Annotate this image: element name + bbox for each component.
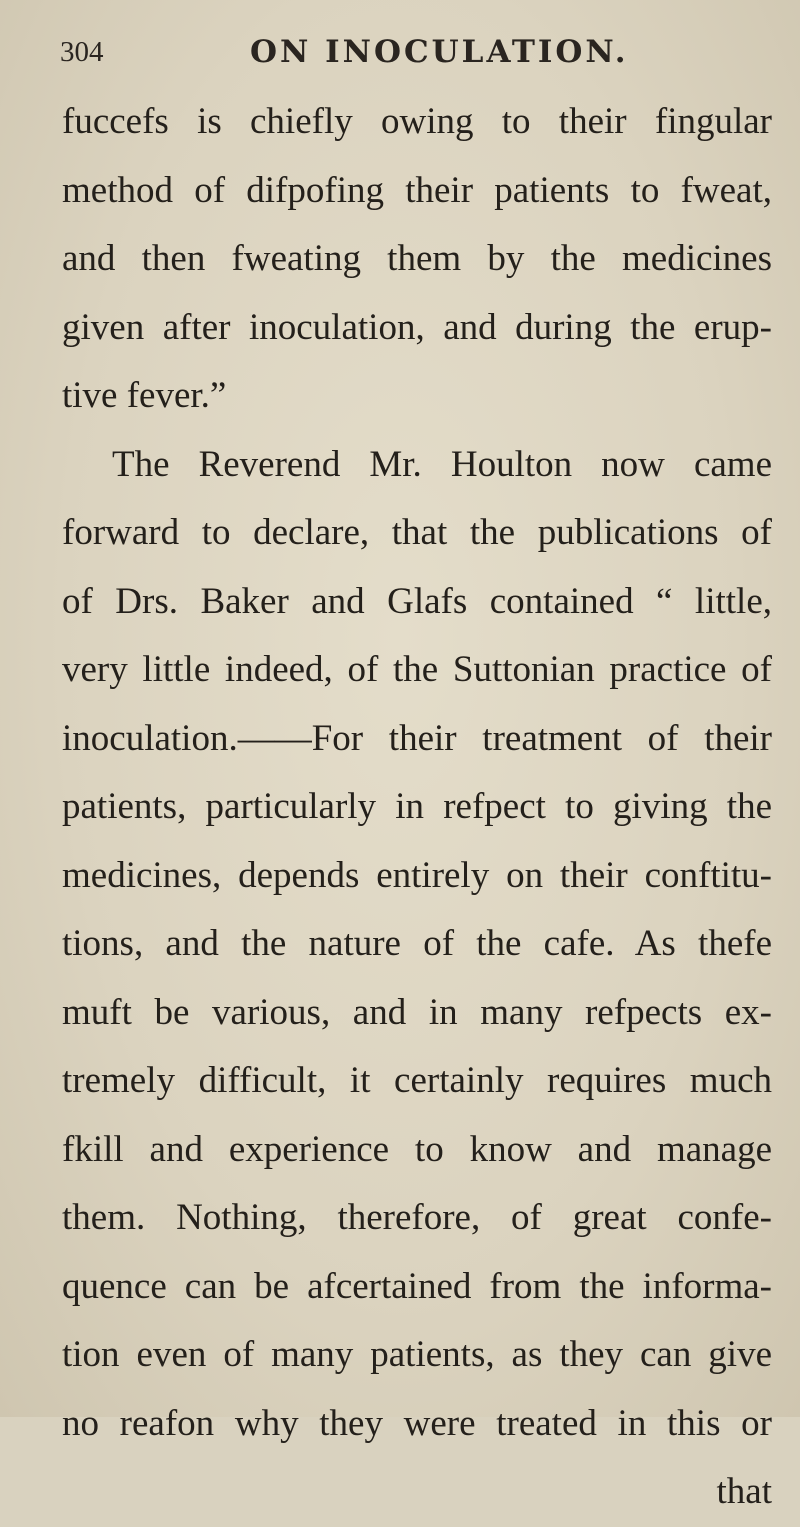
text-line: method of difpofing their patients to fweat,	[62, 169, 772, 211]
text-line: quence can be afcertained from the informa-	[62, 1265, 772, 1307]
text-line: very little indeed, of the Suttonian practice of	[62, 649, 772, 690]
text-line: fuccefs is chiefly owing to their fingular	[62, 101, 772, 142]
text-line: given after inoculation, and during the erup-	[62, 306, 772, 348]
text-line: fkill and experience to know and manage	[62, 1128, 772, 1170]
running-head: ON INOCULATION.	[250, 34, 629, 70]
text-line: inoculation.——For their treatment of their	[62, 717, 772, 759]
text-line: no reafon why they were treated in this or	[62, 1402, 772, 1444]
text-line: patients, particularly in refpect to giving the	[62, 786, 772, 827]
text-line: tive fever.”	[62, 375, 227, 416]
page-number: 304	[60, 36, 104, 68]
text-line: tion even of many patients, as they can give	[62, 1334, 772, 1375]
text-line: tremely difficult, it certainly requires much	[62, 1060, 772, 1101]
catchword: that	[716, 1471, 772, 1512]
page-header	[60, 30, 780, 74]
text-line: of Drs. Baker and Glafs contained “ little,	[62, 580, 772, 622]
text-line: The Reverend Mr. Houlton now came	[112, 443, 772, 485]
text-line: muft be various, and in many refpects ex-	[62, 991, 772, 1033]
text-line: tions, and the nature of the cafe. As thefe	[62, 923, 772, 964]
body-text	[62, 88, 772, 1527]
text-line: forward to declare, that the publications of	[62, 512, 772, 553]
text-line: them. Nothing, therefore, of great confe-	[62, 1197, 772, 1238]
text-line: medicines, depends entirely on their conftitu-	[62, 854, 772, 896]
text-line: and then fweating them by the medicines	[62, 238, 772, 279]
